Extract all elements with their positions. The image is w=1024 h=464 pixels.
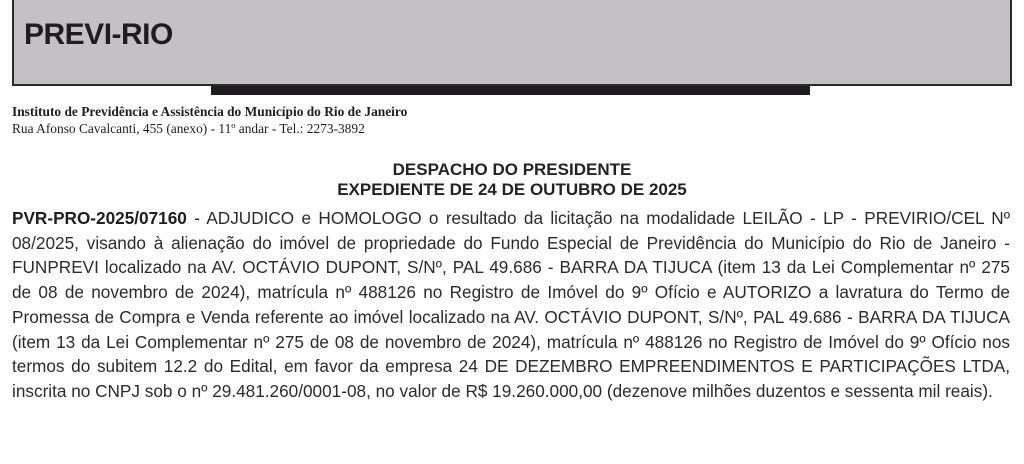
document-body (12, 206, 1010, 404)
institute-info (12, 103, 407, 137)
institute-address: Rua Afonso Cavalcanti, 455 (anexo) - 11º andar - Tel.: 2273-3892 (12, 121, 365, 136)
header-title: PREVI-RIO (24, 18, 173, 51)
process-reference: PVR-PRO-2025/07160 (12, 208, 187, 228)
institute-name: Instituto de Previdência e Assistência do Município do Rio de Janeiro (12, 104, 408, 119)
document-title-line1: DESPACHO DO PRESIDENTE (392, 160, 632, 179)
header-underline-bar (211, 86, 810, 95)
document-title (0, 160, 1024, 200)
header-box (12, 0, 1012, 86)
document-body-text: - ADJUDICO e HOMOLOGO o resultado da licitação na modalidade LEILÃO - LP - PREVIRIO/CEL Nº 08/2025, visando à alienação do imóvel de propriedade do Fundo Especial de Previdência do Município do Rio de Janeiro - FUNPREVI localizado na AV. OCTÁVIO DUPONT, S/Nº, PAL 49.686 - BARRA DA TIJUCA (item 13 da Lei Complementar nº 275 de 08 de novembro de 2024), matrícula nº 488126 no Registro de Imóvel do 9º Ofício e AUTORIZO a lavratura do Termo de Promessa de Compra e Venda referente ao imóvel localizado na AV. OCTÁVIO DUPONT, S/Nº, PAL 49.686 - BARRA DA TIJUCA (item 13 da Lei Complementar nº 275 de 08 de novembro de 2024), matrícula nº 488126 no Registro de Imóvel do 9º Ofício nos termos do subitem 12.2 do Edital, em favor da empresa 24 DE DEZEMBRO EMPREENDIMENTOS E PARTICIPAÇÕES LTDA, inscrita no CNPJ sob o nº 29.481.260/0001-08, no valor de R$ 19.260.000,00 (dezenove milhões duzentos e sessenta mil reais). (12, 208, 1010, 401)
document-title-line2: EXPEDIENTE DE 24 DE OUTUBRO DE 2025 (337, 180, 687, 199)
